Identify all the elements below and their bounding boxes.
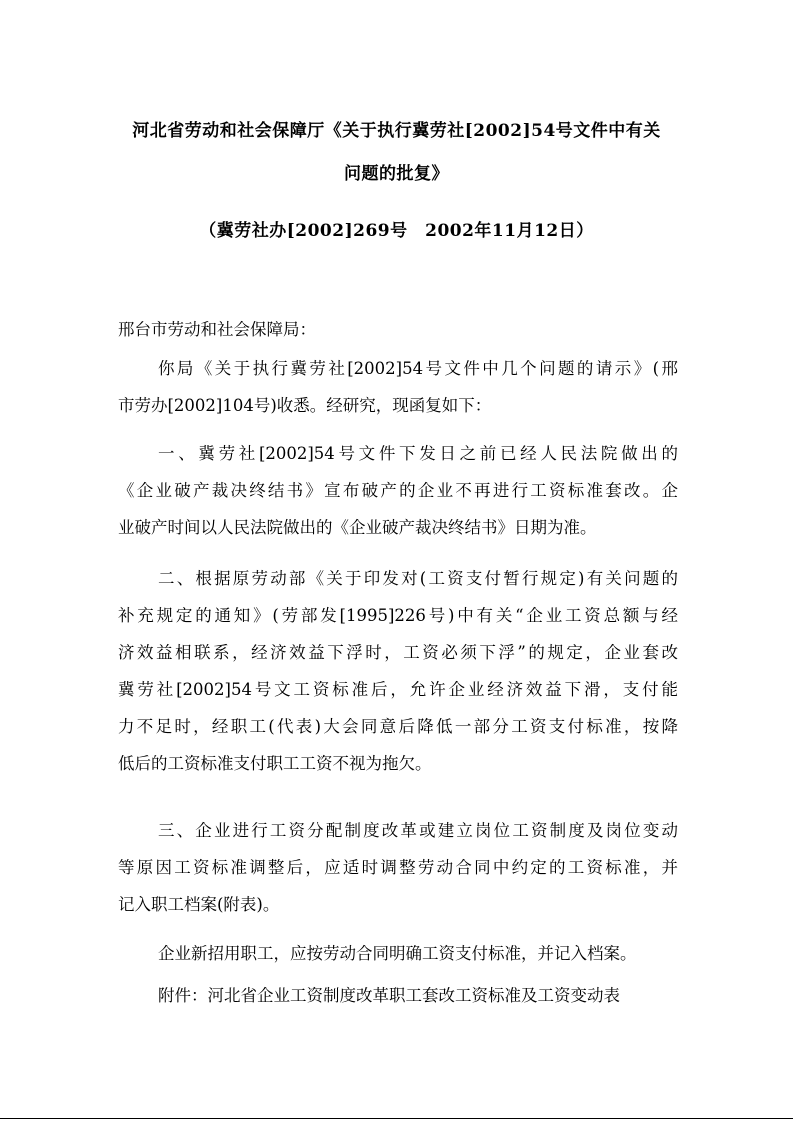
paragraph-line: 记入职工档案(附表)。 bbox=[118, 895, 280, 914]
paragraph-1 bbox=[118, 350, 678, 424]
paragraph-line: 低后的工资标准支付职工工资不视为拖欠。 bbox=[118, 754, 432, 773]
paragraph-line: 企业新招用职工，应按劳动合同明确工资支付标准，并记入档案。 bbox=[158, 944, 637, 963]
paragraph-line: 冀劳社[2002]54号文工资标准后，允许企业经济效益下滑，支付能 bbox=[118, 680, 678, 699]
salutation bbox=[118, 311, 678, 348]
paragraph-line: 市劳办[2002]104号)收悉。经研究，现函复如下： bbox=[118, 396, 492, 415]
paragraph-line: 补充规定的通知》(劳部发[1995]226号)中有关“企业工资总额与经 bbox=[118, 606, 678, 625]
paragraph-line: 力不足时，经职工(代表)大会同意后降低一部分工资支付标准，按降 bbox=[118, 717, 678, 736]
paragraph-line: 三、企业进行工资分配制度改革或建立岗位工资制度及岗位变动 bbox=[158, 821, 678, 840]
document-title-line-2: 问题的批复》 bbox=[344, 164, 449, 184]
salutation-text: 邢台市劳动和社会保障局： bbox=[118, 320, 316, 339]
paragraph-line: 业破产时间以人民法院做出的《企业破产裁决终结书》日期为准。 bbox=[118, 518, 597, 537]
paragraph-line: 你局《关于执行冀劳社[2002]54号文件中几个问题的请示》(邢 bbox=[158, 359, 678, 378]
paragraph-line: 一、冀劳社[2002]54号文件下发日之前已经人民法院做出的 bbox=[158, 444, 678, 463]
paragraph-2 bbox=[118, 435, 678, 546]
paragraph-4 bbox=[118, 812, 678, 923]
paragraph-3 bbox=[118, 560, 678, 782]
paragraph-5 bbox=[118, 935, 678, 972]
document-number: （冀劳社办[2002]269号 2002年11月12日） bbox=[199, 221, 594, 241]
paragraph-line: 济效益相联系，经济效益下浮时，工资必须下浮”的规定，企业套改 bbox=[118, 643, 678, 662]
paragraph-line: 二、根据原劳动部《关于印发对(工资支付暂行规定)有关问题的 bbox=[158, 569, 678, 588]
paragraph-line: 《企业破产裁决终结书》宣布破产的企业不再进行工资标准套改。企 bbox=[118, 481, 678, 500]
page-bottom-border bbox=[0, 1118, 793, 1119]
attachment-note bbox=[118, 977, 678, 1014]
paragraph-line: 附件：河北省企业工资制度改革职工套改工资标准及工资变动表 bbox=[158, 986, 620, 1005]
paragraph-line: 等原因工资标准调整后，应适时调整劳动合同中约定的工资标准，并 bbox=[118, 858, 678, 877]
document-title-line-1: 河北省劳动和社会保障厅《关于执行冀劳社[2002]54号文件中有关 bbox=[132, 121, 661, 141]
